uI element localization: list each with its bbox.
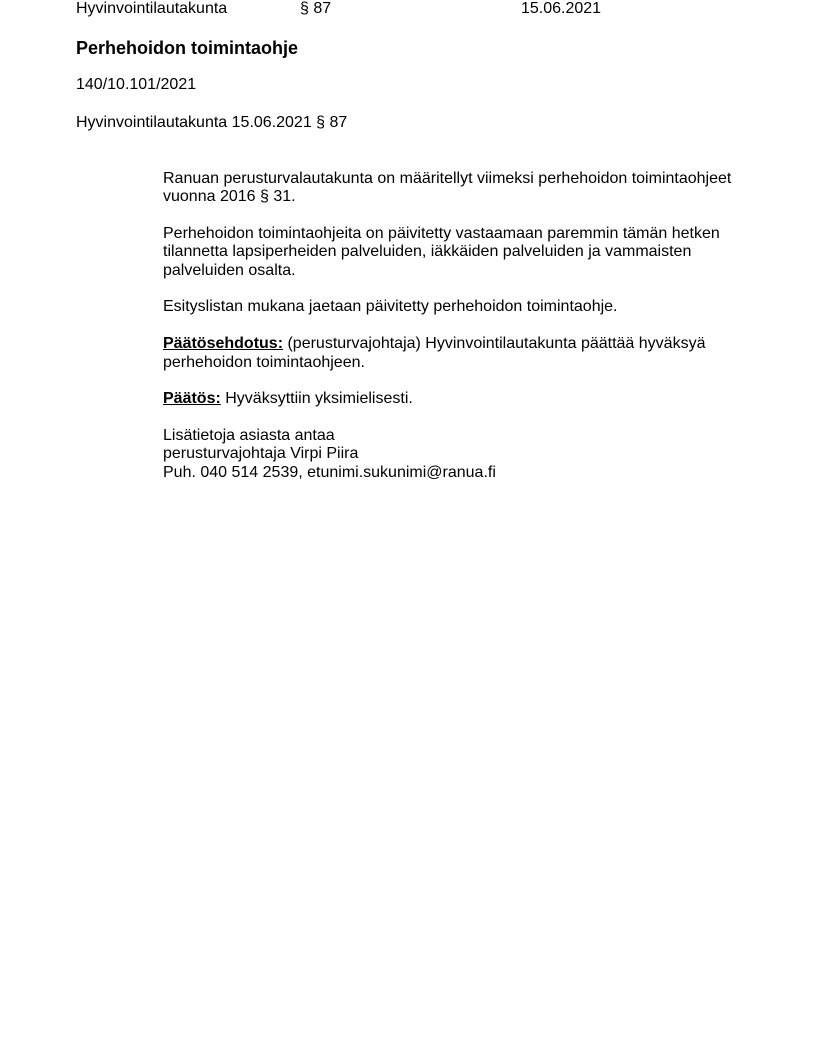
contact-person: perusturvajohtaja Virpi Piira — [163, 445, 359, 463]
document-body — [163, 170, 743, 482]
paragraph-update: Perhehoidon toimintaohjeita on päivitetty vastaamaan paremmin tämän hetken tilannetta lapsiperheiden palveluiden, iäkkäiden palveluiden ja vammaisten palveluiden osalta. — [163, 225, 720, 279]
proposal-paragraph — [163, 335, 743, 372]
diary-number: 140/10.101/2021 — [76, 76, 197, 93]
header-section-number: § 87 — [300, 0, 332, 17]
header-date: 15.06.2021 — [521, 0, 602, 17]
meeting-reference: Hyvinvointilautakunta 15.06.2021 § 87 — [76, 114, 348, 131]
header-body-name: Hyvinvointilautakunta — [76, 0, 228, 17]
proposal-label: Päätösehdotus: — [163, 335, 284, 353]
contact-details: Puh. 040 514 2539, etunimi.sukunimi@ranua.fi — [163, 463, 496, 481]
document-title: Perhehoidon toimintaohje — [76, 38, 299, 58]
proposal-text: (perusturvajohtaja) Hyvinvointilautakunta päättää hyväksyä perhehoidon toimintaohjeen. — [163, 335, 706, 371]
decision-text: Hyväksyttiin yksimielisesti. — [220, 390, 413, 408]
paragraph-attachment: Esityslistan mukana jaetaan päivitetty perhehoidon toimintaohje. — [163, 298, 618, 316]
decision-label: Päätös: — [163, 390, 221, 408]
contact-intro: Lisätietoja asiasta antaa — [163, 427, 335, 445]
paragraph-background: Ranuan perusturvalautakunta on määritellyt viimeksi perhehoidon toimintaohjeet vuonna 2016 § 31. — [163, 170, 732, 206]
decision-paragraph — [163, 390, 743, 408]
